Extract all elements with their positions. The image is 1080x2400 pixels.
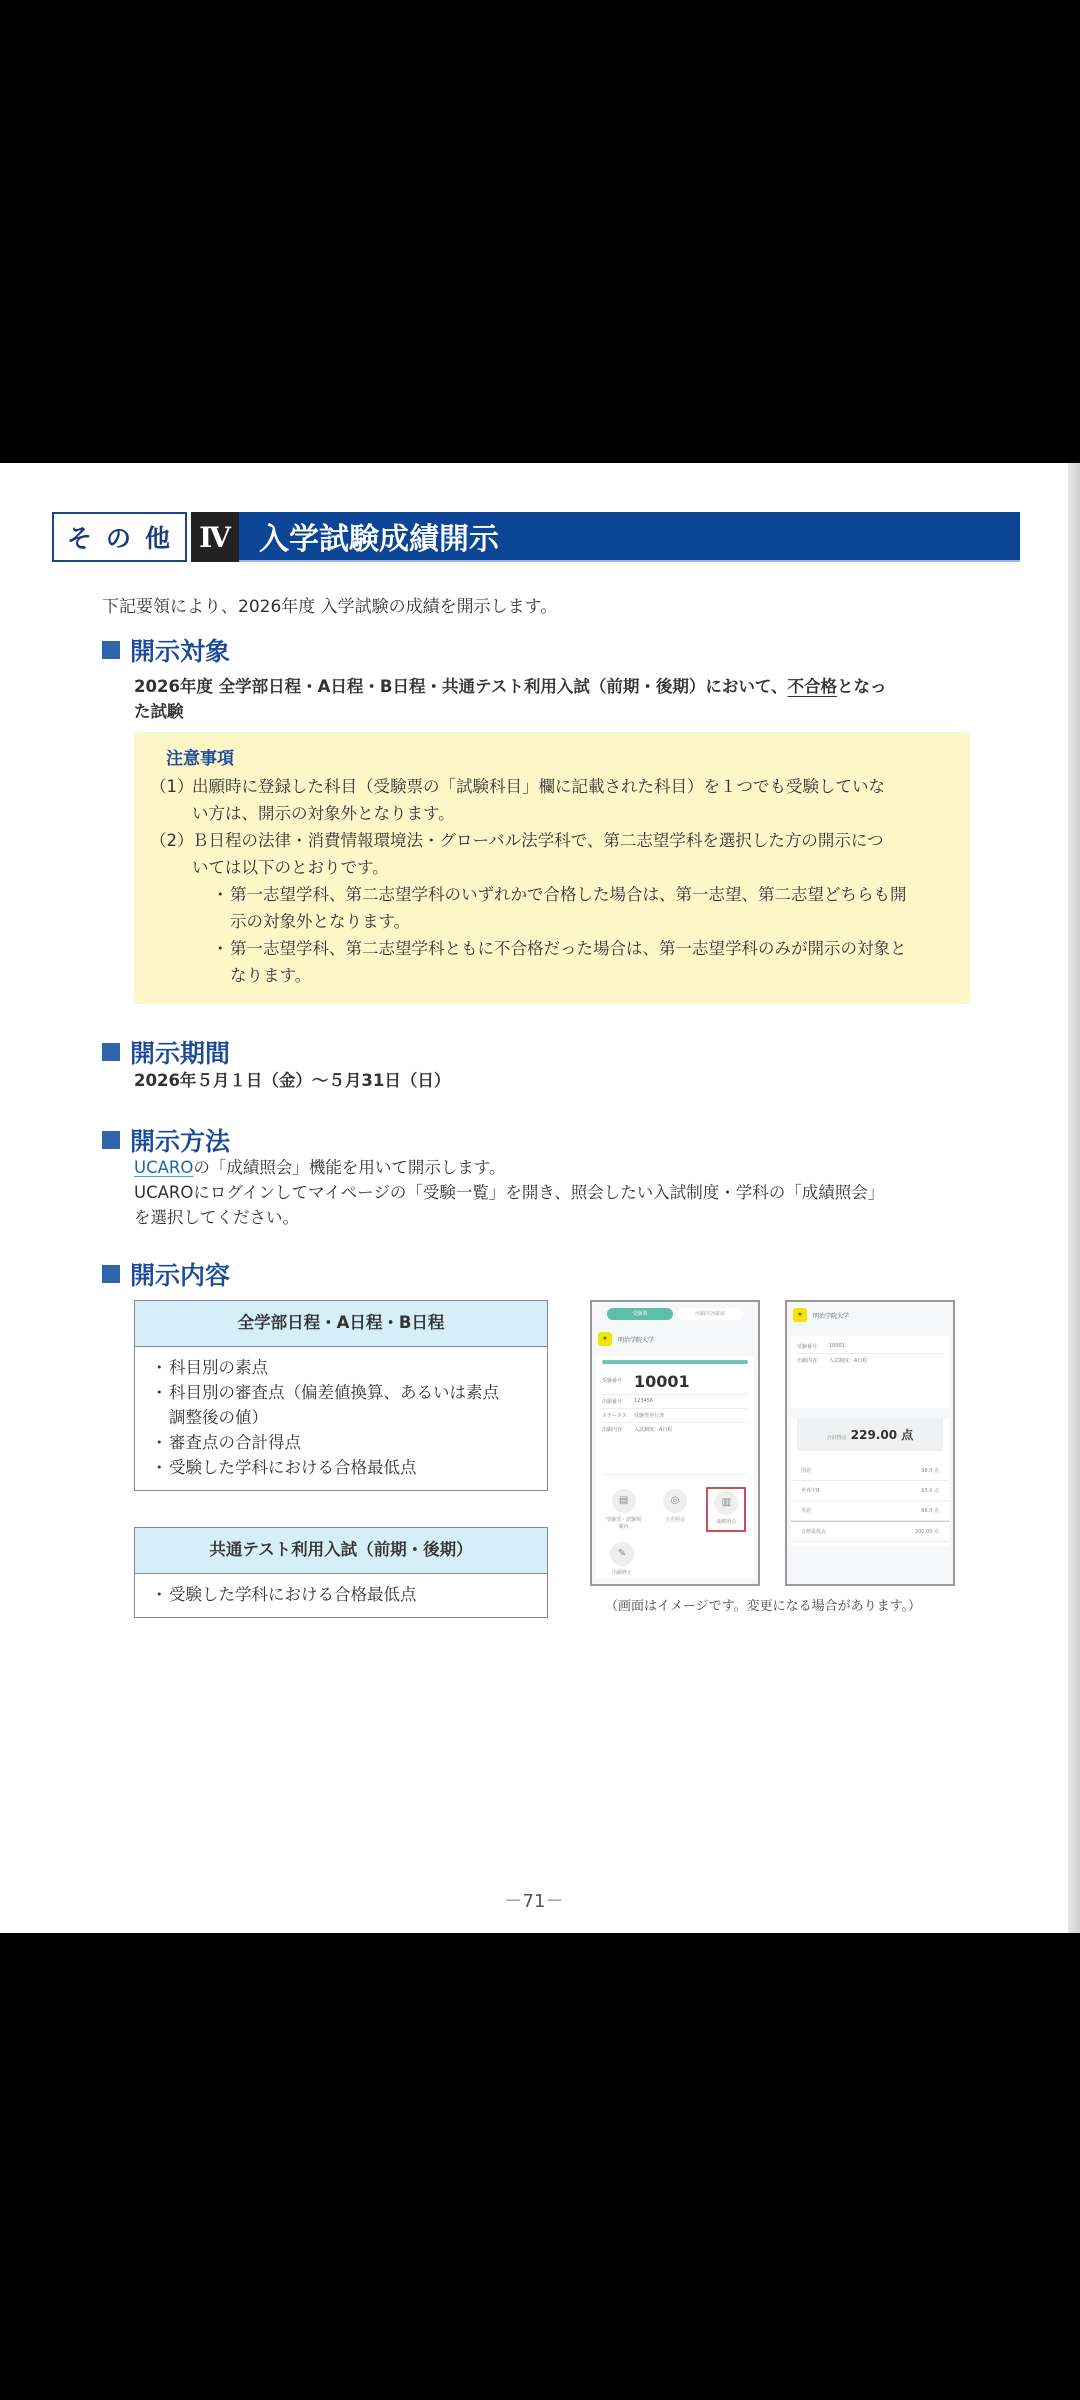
mockup-result-button: ◎ 合否照会: [655, 1487, 695, 1532]
mockup-score-row: 合格最低点 200.00 点: [791, 1521, 949, 1542]
section-method-heading: [102, 1122, 230, 1158]
mockup-score-row: 国語 98.0 点: [791, 1461, 949, 1481]
mockup-total: 合計得点 229.00 点: [797, 1418, 943, 1451]
list-item: ・ 審査点の合計得点: [151, 1433, 301, 1452]
university-logo-icon: ★: [793, 1308, 807, 1322]
section-title: 開示方法: [130, 1127, 231, 1156]
page-number: －71－: [504, 1891, 564, 1912]
section-content-heading: [102, 1256, 230, 1292]
ucaro-link[interactable]: UCARO: [134, 1158, 194, 1177]
square-bullet-icon: [102, 641, 120, 659]
section-title: 開示対象: [130, 637, 231, 666]
content-box-common-test: [134, 1527, 548, 1618]
ticket-icon: ▤: [612, 1489, 636, 1513]
mockup-icon-row: [596, 1532, 754, 1578]
section-period-heading: [102, 1034, 230, 1070]
square-bullet-icon: [102, 1265, 120, 1283]
caution-subitem: [212, 881, 954, 935]
caution-title: 注意事項: [166, 749, 234, 769]
mockup-score-card: [791, 1418, 949, 1546]
method-text-part: UCAROにログインしてマイページの「受験一覧」を開き、照会したい入試制度・学科の「成績照会」: [134, 1183, 885, 1202]
mockup-score-detail: [785, 1300, 955, 1586]
period-text: 2026年５月１日（金）～５月31日（日）: [134, 1071, 451, 1090]
mockup-card: [791, 1336, 949, 1408]
mockup-progress-bar: [602, 1360, 748, 1364]
caution-box: [134, 732, 970, 1004]
mockup-edit-button: ✎ 出願修正: [602, 1540, 642, 1578]
mockup-university: [793, 1308, 953, 1322]
mockup-tab-inactive: 出願内容確認: [677, 1308, 743, 1320]
box-body: [135, 1574, 547, 1617]
mockup-icon-row: [596, 1479, 754, 1532]
subitem-text: 第一志望学科、第二志望学科のいずれかで合格した場合は、第一志望、第二志望どちらも開 示の対象外となります。: [230, 885, 907, 931]
mockup-row: 出願内容 入試制度：A日程: [797, 1358, 868, 1364]
mockup-ticket-button: ▤ 受験票・試験場案内: [604, 1487, 644, 1532]
mockup-caption: （画面はイメージです。変更になる場合があります。）: [605, 1599, 922, 1614]
chapter-number: Ⅳ: [191, 512, 239, 562]
content-box-general: [134, 1300, 548, 1491]
mockup-score-row: 世界史B 65.0 点: [791, 1481, 949, 1501]
mockup-row: 出願番号 123456: [602, 1395, 748, 1409]
result-icon: ◎: [663, 1489, 687, 1513]
square-bullet-icon: [102, 1131, 120, 1149]
bullet-icon: ・: [212, 939, 229, 958]
section-title: 開示期間: [130, 1039, 231, 1068]
mockup-row: 受験番号 10001: [797, 1340, 943, 1354]
box-header: 共通テスト利用入試（前期・後期）: [135, 1528, 547, 1574]
mockup-row: 出願内容 入試制度：A日程: [602, 1423, 748, 1475]
mockup-row: ステータス 受験票発行済: [602, 1409, 748, 1423]
intro-text: 下記要領により、2026年度 入学試験の成績を開示します。: [102, 597, 558, 617]
mockup-exam-list: [590, 1300, 760, 1586]
target-text-part: となっ: [837, 677, 887, 696]
mockup-university: [598, 1332, 758, 1346]
fail-emphasis: 不合格: [787, 677, 838, 696]
chapter-header: [52, 512, 1020, 562]
method-text: [134, 1155, 884, 1230]
square-bullet-icon: [102, 1043, 120, 1061]
university-name: 明治学院大学: [813, 1312, 850, 1320]
caution-item: [150, 827, 954, 881]
subitem-text: 第一志望学科、第二志望学科ともに不合格だった場合は、第一志望学科のみが開示の対象と なります。: [230, 939, 907, 985]
university-name: 明治学院大学: [618, 1336, 655, 1344]
category-label: その他: [52, 512, 187, 562]
mockup-tab-active: 受験票: [607, 1308, 673, 1320]
method-text-part: の「成績照会」機能を用いて開示します。: [193, 1158, 506, 1177]
chart-icon: ▥: [714, 1491, 738, 1515]
box-body: [135, 1347, 547, 1490]
target-text-part: 2026年度 全学部日程・A日程・B日程・共通テスト利用入試（前期・後期）において、: [134, 677, 788, 696]
list-item: ・ 受験した学科における合格最低点: [151, 1458, 417, 1477]
mockup-card: [596, 1356, 754, 1479]
section-title: 開示内容: [130, 1261, 231, 1290]
mockup-row: 受験番号 10001: [602, 1374, 748, 1395]
box-header: 全学部日程・A日程・B日程: [135, 1301, 547, 1347]
section-target-heading: [102, 632, 230, 668]
item-number: （1）: [150, 777, 194, 796]
target-text: [134, 674, 887, 724]
bullet-icon: ・: [212, 885, 229, 904]
item-number: （2）: [150, 831, 194, 850]
mockup-tabs: [592, 1308, 758, 1320]
caution-subitem: [212, 935, 954, 989]
pencil-icon: ✎: [610, 1542, 634, 1566]
mockup-score-button-highlighted: ▥ 成績照会: [706, 1487, 746, 1532]
target-text-part: た試験: [134, 702, 184, 721]
list-item: ・ 科目別の審査点（偏差値換算、あるいは素点 調整後の値）: [151, 1383, 499, 1427]
mockup-score-row: 英語 66.0 点: [791, 1501, 949, 1521]
university-logo-icon: ★: [598, 1332, 612, 1346]
list-item: ・ 科目別の素点: [151, 1358, 268, 1377]
page-title: 入学試験成績開示: [239, 512, 1020, 562]
page-edge: [1068, 463, 1080, 1933]
caution-item: [150, 773, 954, 827]
item-text: 出願時に登録した科目（受験票の「試験科目」欄に記載された科目）を１つでも受験していな い方は、開示の対象外となります。: [192, 777, 885, 823]
item-text: Ｂ日程の法律・消費情報環境法・グローバル法学科で、第二志望学科を選択した方の開示につ いては以下のとおりです。: [192, 831, 884, 877]
list-item: ・ 受験した学科における合格最低点: [151, 1585, 417, 1604]
method-text-part: を選択してください。: [134, 1208, 299, 1227]
